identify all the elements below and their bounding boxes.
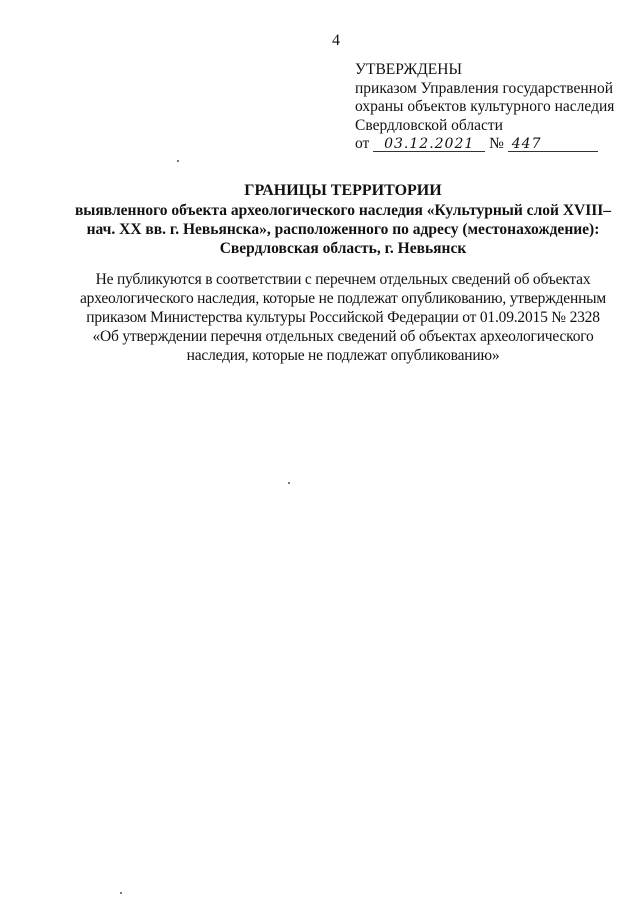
approval-block (355, 61, 614, 154)
approval-heading: УТВЕРЖДЕНЫ (355, 61, 462, 78)
scan-speck (120, 892, 122, 894)
document-subtitle (0, 202, 640, 258)
approval-line: охраны объектов культурного наследия (355, 98, 615, 116)
date-prefix: от (355, 135, 370, 153)
notice-line: наследия, которые не подлежат опубликованию» (186, 347, 500, 364)
scan-speck (288, 482, 290, 484)
approval-line: Свердловской области (355, 116, 503, 134)
handwritten-number: 447 (508, 137, 598, 152)
notice-line: «Об утверждении перечня отдельных сведений об объектах археологического (92, 328, 594, 345)
approval-date-line (355, 135, 614, 154)
subtitle-line: нач. XX вв. г. Невьянска», расположенного по адресу (местонахождение): (86, 220, 600, 238)
subtitle-line: Свердловская область, г. Невьянск (219, 239, 467, 257)
notice-line: приказом Министерства культуры Российской Федерации от 01.09.2015 № 2328 (86, 309, 600, 326)
non-publication-notice (0, 270, 640, 365)
handwritten-date: 03.12.2021 (373, 137, 485, 152)
subtitle-line: выявленного объекта археологического наследия «Культурный слой XVIII– (74, 202, 612, 219)
notice-line: археологического наследия, которые не подлежат опубликованию, утвержденным (79, 290, 607, 307)
page-number: 4 (332, 32, 340, 49)
approval-line: приказом Управления государственной (355, 79, 614, 97)
number-prefix: № (489, 135, 504, 153)
scan-speck (177, 160, 179, 162)
notice-line: Не публикуются в соответствии с перечнем отдельных сведений об объектах (95, 271, 591, 288)
document-title: ГРАНИЦЫ ТЕРРИТОРИИ (244, 182, 442, 199)
